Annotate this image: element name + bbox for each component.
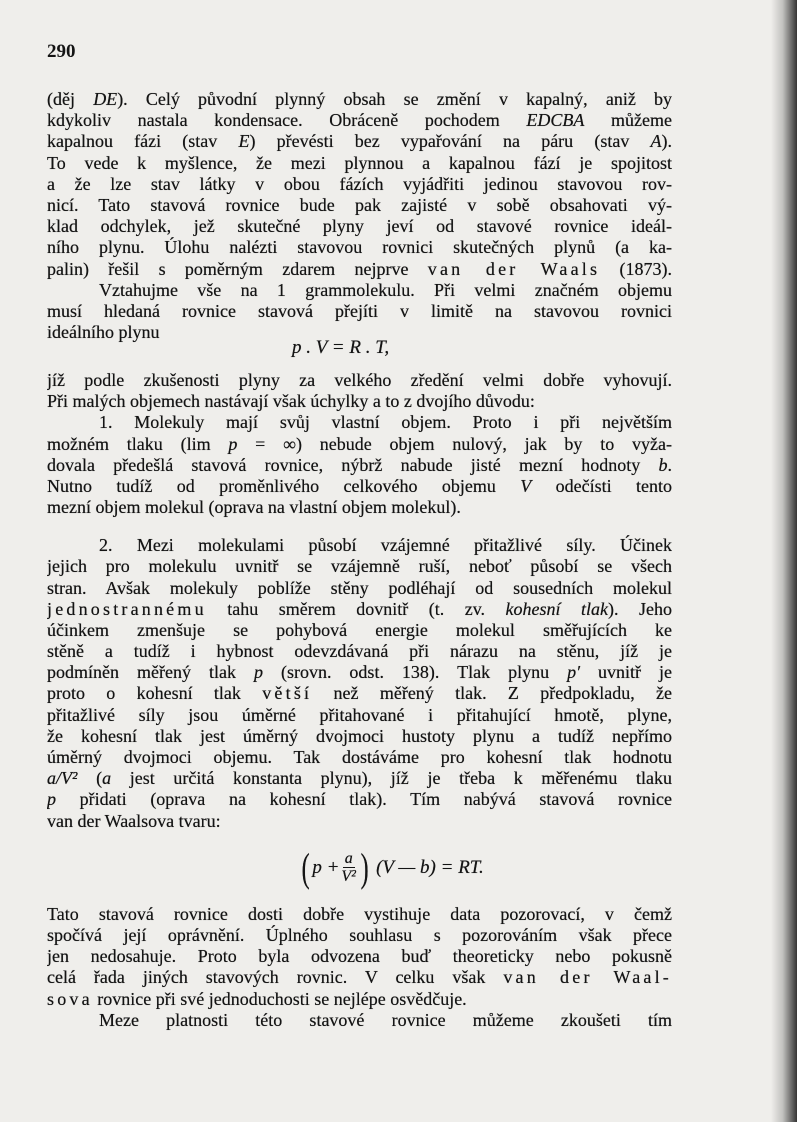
text-segment: ). Celý původní plynný obsah se změní v kapalný, aniž by [117, 89, 672, 109]
text-line [47, 391, 672, 412]
text-segment: klad odchylek, jež skutečné plyny jeví od stavové rovnice ideál- [47, 216, 672, 237]
ideal-gas-equation: p . V = R . T, [292, 337, 390, 359]
right-paren: ) [360, 844, 369, 890]
spaced-emphasis: větší [262, 683, 313, 704]
text-segment: ideálního plynu [47, 322, 160, 343]
text-line [47, 455, 672, 476]
text-segment: stěně a tudíž i hybnost odevzdávaná při nárazu na stěnu, jíž je [47, 641, 672, 662]
italic-text: kohesní tlak [505, 598, 609, 619]
italic-text: a/V² [47, 768, 78, 789]
text-line [47, 89, 672, 110]
text-segment: rovnice při své jednoduchosti se nejlépe osvědčuje. [92, 988, 467, 1009]
page-number: 290 [47, 41, 76, 62]
italic-text: p [253, 662, 263, 683]
text-segment: tahu směrem dovnitř (t. zv. [206, 598, 506, 619]
van-der-waals-equation [47, 832, 672, 904]
text-segment: přitažlivé síly jsou úměrné přitahované i přitahující hmotě, plyne, [47, 704, 672, 725]
equation-p: p + [312, 857, 340, 879]
text-segment: můžeme [584, 110, 672, 131]
text-segment: kapalnou fázi (stav [47, 131, 239, 152]
text-line [47, 216, 672, 237]
text-line [47, 1010, 672, 1031]
text-segment: úměrný dvojmoci objemu. Tak dostáváme pro kohesní tlak hodnotu [47, 747, 672, 768]
text-segment: (srovn. odst. 138). Tlak plynu [262, 662, 568, 683]
text-segment: Vztahujme vše na 1 grammolekulu. Při velmi značném objemu [99, 279, 672, 300]
text-segment: ) převésti bez vypařování na páru (stav [249, 131, 651, 152]
text-segment: . [667, 454, 672, 475]
text-line [47, 434, 672, 455]
text-segment: (1873). [600, 258, 672, 279]
text-segment: = ∞) nebude objem nulový, jak by to vyža- [237, 433, 672, 454]
text-segment: než měřený tlak. Z předpokladu, že [312, 683, 672, 704]
text-segment: a že lze stav látky v obou fázích vyjádřiti jedinou stavovou rov- [47, 173, 672, 194]
text-segment: ). Jeho [608, 598, 672, 619]
text-line [47, 497, 672, 518]
text-segment: Tato stavová rovnice dosti dobře vystihuje data pozorovací, v čemž [47, 903, 672, 924]
text-line [47, 811, 672, 832]
text-line [47, 904, 672, 925]
text-line [47, 989, 672, 1010]
italic-text: E [238, 131, 250, 152]
fraction-numerator: a [344, 850, 353, 868]
text-line [47, 747, 672, 768]
text-segment: ). [661, 131, 672, 152]
text-segment: mezní objem molekul (oprava na vlastní objem molekul). [47, 497, 461, 518]
italic-text: A [650, 131, 662, 152]
italic-text: EDCBA [526, 110, 585, 131]
italic-text: p [47, 789, 56, 810]
text-line [47, 578, 672, 599]
text-line [47, 599, 672, 620]
text-segment: To vede k myšlence, že mezi plynnou a kapalnou fází je spojitost [47, 152, 672, 173]
text-line [47, 789, 672, 810]
text-line [47, 705, 672, 726]
text-segment: možném tlaku (lim [47, 433, 229, 454]
text-line [47, 237, 672, 258]
fraction [341, 850, 356, 885]
spaced-emphasis: van der Waal- [503, 967, 672, 988]
text-line [47, 412, 672, 433]
text-line [47, 641, 672, 662]
text-line [47, 768, 672, 789]
text-segment: celá řada jiných stavových rovnic. V celku však [47, 967, 504, 988]
text-segment: ního plynu. Úlohu nalézti stavovou rovnici skutečných plynů (a ka- [47, 237, 672, 258]
text-segment: spočívá její oprávnění. Úplného souhlasu s pozorováním však přece [47, 924, 672, 945]
equation-body [299, 845, 484, 891]
italic-text: p [228, 433, 238, 454]
text-segment: odečísti tento [531, 475, 672, 496]
italic-text: V [520, 475, 532, 496]
text-segment: musí hledaná rovnice stavová přejíti v limitě na stavovou rovnici [47, 300, 672, 321]
text-line [47, 370, 672, 391]
text-line [47, 476, 672, 497]
text-line [47, 153, 672, 174]
text-segment: jest určitá konstanta plynu), jíž je třeba k měřenému tlaku [111, 768, 672, 789]
equation-rest: (V — b) = RT. [371, 857, 484, 879]
text-segment: 2. Mezi molekulami působí vzájemné přitažlivé síly. Účinek [99, 535, 672, 556]
left-paren: ( [301, 844, 310, 890]
text-segment: 1. Molekuly mají svůj vlastní objem. Proto i při největším [99, 412, 672, 433]
text-line [47, 131, 672, 152]
text-line [47, 946, 672, 967]
text-segment: Meze platnosti této stavové rovnice můžeme zkoušeti tím [99, 1009, 672, 1030]
text-segment: nicí. Tato stavová rovnice bude pak zajisté v sobě obsahovati vý- [47, 194, 672, 215]
page-edge-shadow [771, 0, 797, 1122]
text-segment: Při malých objemech nastávají však úchylky a to z dvojího důvodu: [47, 391, 535, 412]
text-segment: proto o kohesní tlak [47, 683, 263, 704]
text-segment: (děj [47, 89, 94, 109]
text-line [47, 195, 672, 216]
text-line [47, 925, 672, 946]
text-line [47, 259, 672, 280]
text-line [47, 620, 672, 641]
italic-text: a [102, 768, 112, 789]
text-line [47, 535, 672, 556]
text-segment: ( [77, 768, 103, 789]
text-segment: palin) řešil s poměrným zdarem nejprve [47, 258, 428, 279]
text-segment: Nutno tudíž od proměnlivého celkového objemu [47, 475, 521, 496]
text-line [47, 301, 672, 322]
text-line [47, 110, 672, 131]
italic-text: p′ [567, 662, 581, 683]
text-segment: van der Waalsova tvaru: [47, 810, 221, 831]
text-line [47, 280, 672, 301]
text-segment: dovala předešlá stavová rovnice, nýbrž nabude jisté mezní hodnoty [47, 454, 659, 475]
text-segment: přidati (oprava na kohesní tlak). Tím nabývá stavová rovnice [56, 789, 672, 810]
text-line [47, 174, 672, 195]
text-segment: jejich pro molekulu uvnitř se vzájemně ruší, neboť působí se všech [47, 556, 672, 577]
text-segment: uvnitř je [580, 662, 672, 683]
italic-text: DE [93, 89, 118, 109]
text-segment: stran. Avšak molekuly poblíže stěny podléhají od sousedních molekul [47, 577, 672, 598]
spaced-emphasis: jednostrannému [47, 598, 207, 619]
text-segment: kdykoliv nastala kondensace. Obráceně pochodem [47, 110, 527, 131]
text-segment: podmíněn měřený tlak [47, 662, 254, 683]
spaced-emphasis: sova [47, 988, 93, 1009]
fraction-denominator: V² [341, 868, 356, 886]
text-line [47, 683, 672, 704]
spaced-emphasis: van der Waals [427, 258, 601, 279]
text-line [47, 556, 672, 577]
text-segment: jíž podle zkušenosti plyny za velkého zředění velmi dobře vyhovují. [47, 370, 672, 391]
text-line [47, 967, 672, 988]
text-segment: jen nedosahuje. Proto byla odvozena buď theoreticky nebo pokusně [47, 946, 672, 967]
text-segment: že kohesní tlak jest úměrný dvojmoci hustoty plynu a tudíž nepřímo [47, 725, 672, 746]
body-text [47, 89, 672, 1031]
text-line [47, 726, 672, 747]
text-line [47, 662, 672, 683]
text-segment: účinkem zmenšuje se pohybová energie molekul směřujících ke [47, 619, 672, 640]
italic-text: b [658, 454, 668, 475]
